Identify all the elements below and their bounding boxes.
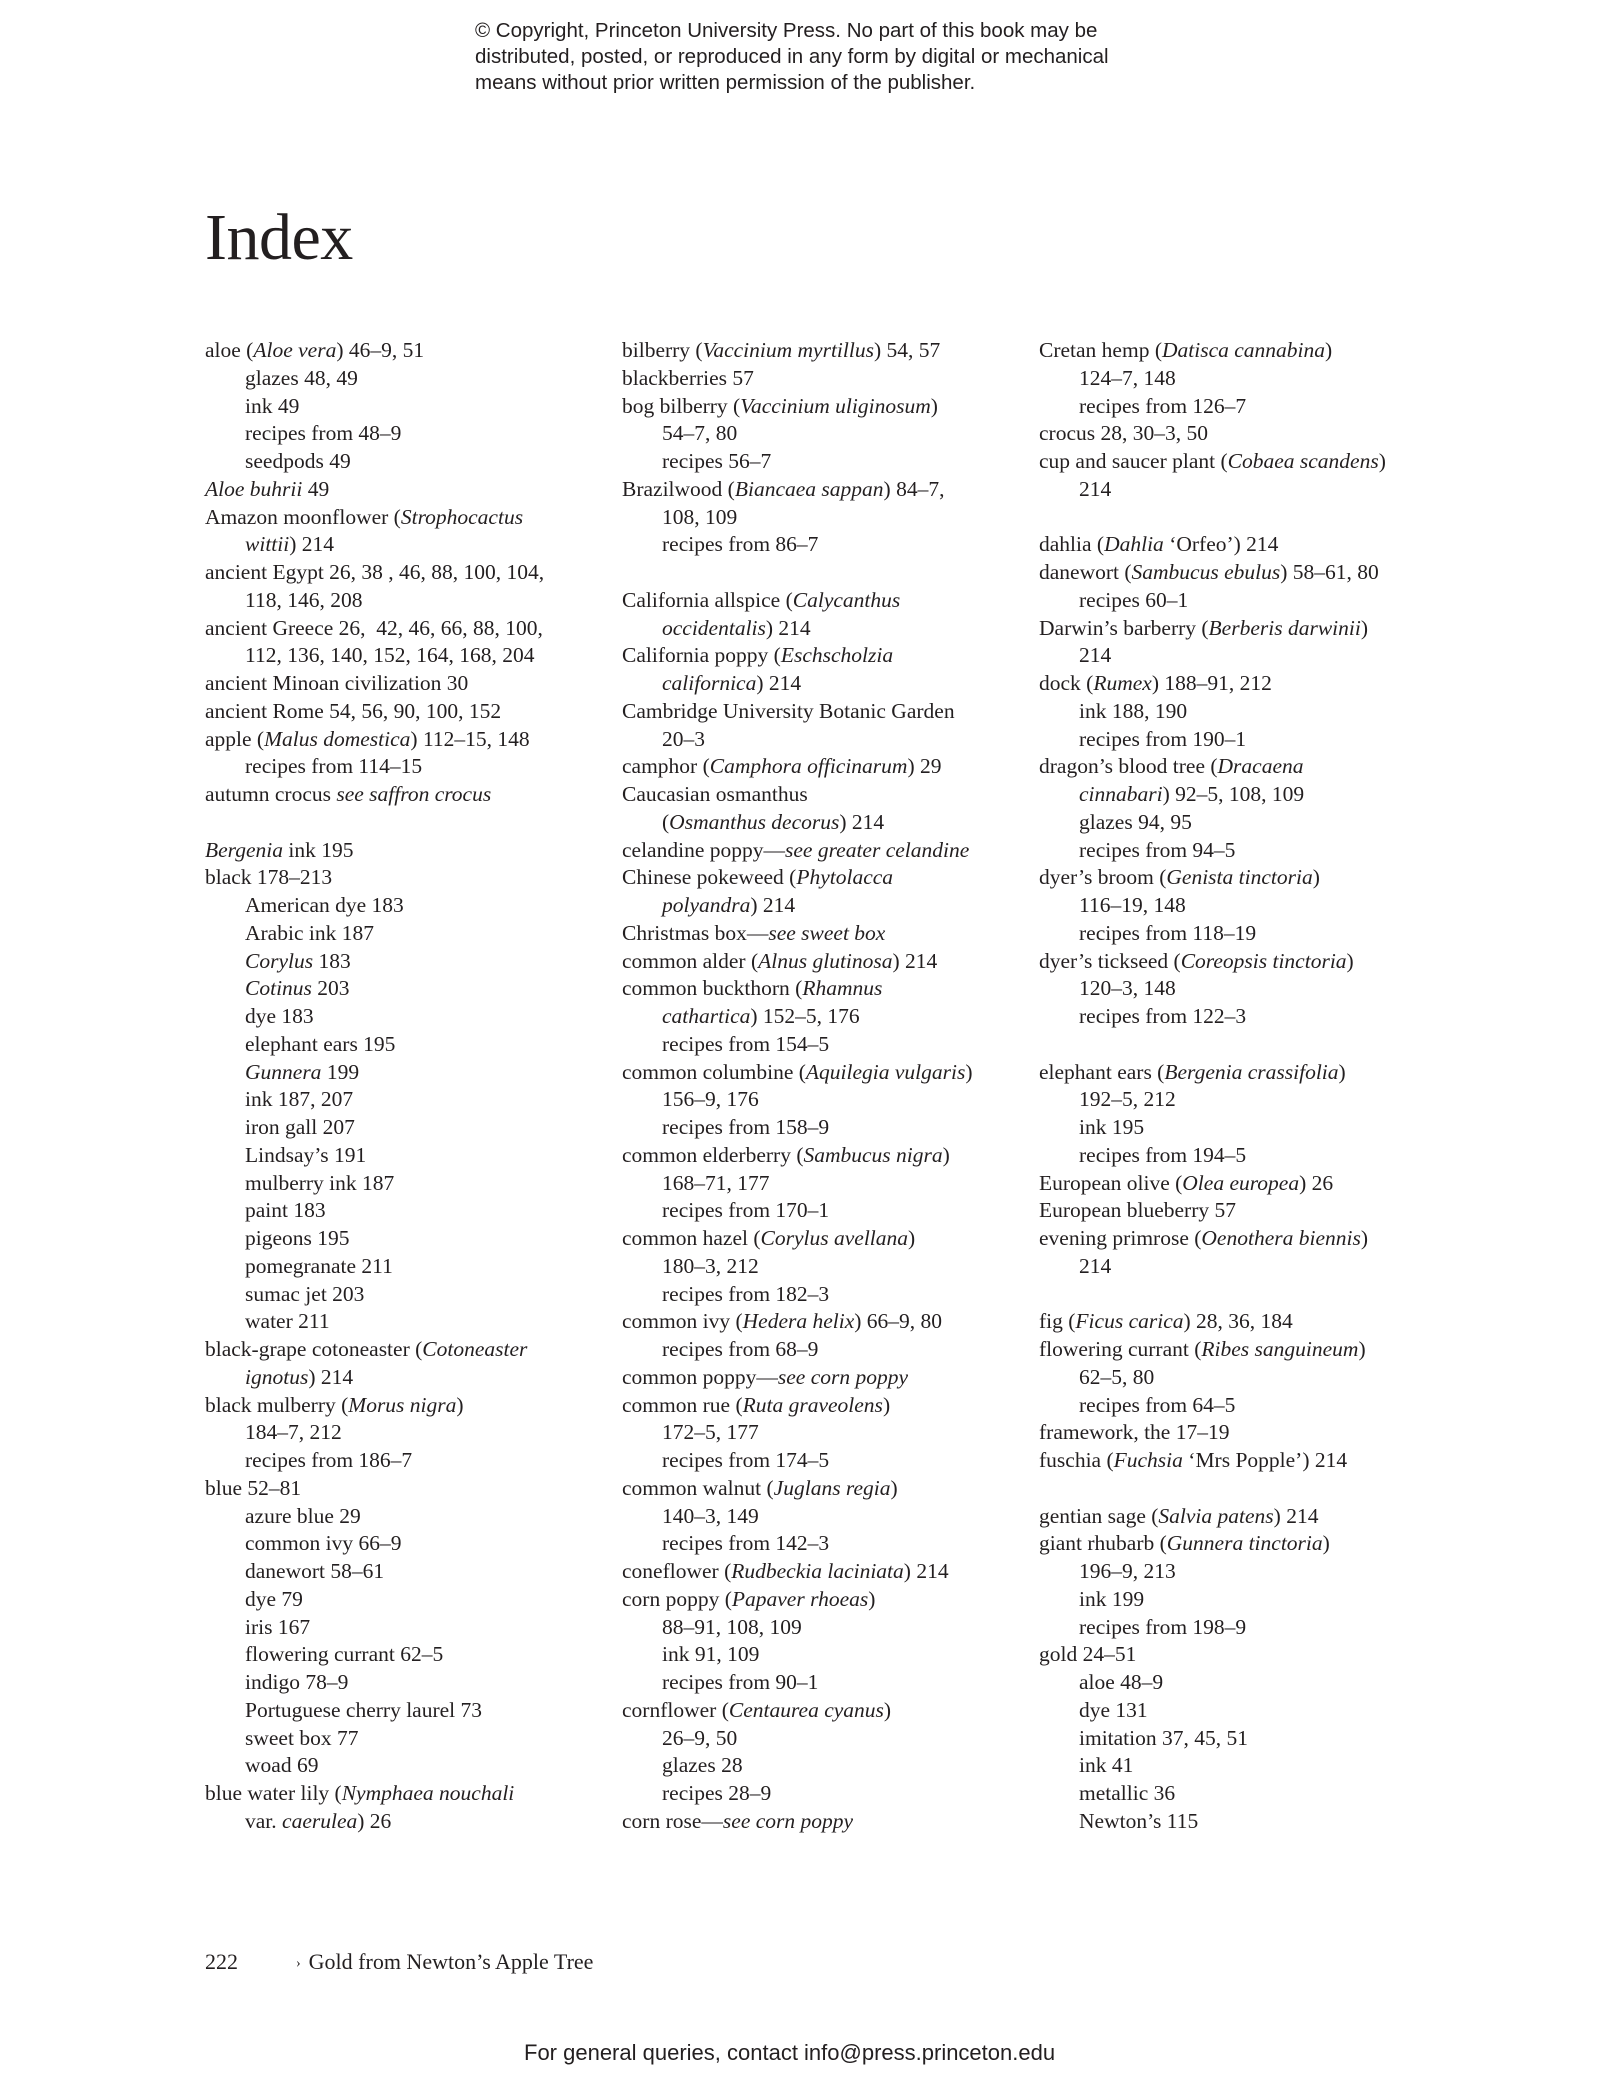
index-entry: ancient Egypt 26, 38 , 46, 88, 100, 104, (205, 560, 545, 584)
index-entry: 192–5, 212 (1079, 1087, 1176, 1112)
index-entry: cornflower (Centaurea cyanus) (622, 1697, 892, 1722)
index-entry: cathartica) 152–5, 176 (662, 1004, 860, 1028)
index-entry: common columbine (Aquilegia vulgaris) (622, 1059, 973, 1084)
copyright-notice (475, 18, 1235, 96)
index-entry: 54–7, 80 (662, 421, 738, 446)
index-subentry: iron gall 207 (245, 1115, 355, 1139)
index-subentry: ink 49 (245, 393, 300, 418)
index-entry: 116–19, 148 (1079, 893, 1186, 917)
index-entry: 214 (1079, 643, 1112, 668)
index-subentry: elephant ears 195 (245, 1031, 396, 1056)
index-subentry: recipes from 126–7 (1079, 393, 1247, 418)
index-entry: cinnabari) 92–5, 108, 109 (1079, 782, 1305, 806)
index-entry: black-grape cotoneaster (Cotoneaster (205, 1337, 528, 1361)
index-subentry: flowering currant 62–5 (245, 1642, 444, 1667)
index-subentry: danewort 58–61 (245, 1559, 385, 1583)
index-subentry: dye 131 (1079, 1697, 1148, 1722)
index-entry: dyer’s tickseed (Coreopsis tinctoria) (1039, 948, 1354, 973)
index-entry: Caucasian osmanthus (622, 782, 808, 806)
index-entry: European blueberry 57 (1039, 1198, 1237, 1223)
index-subentry: recipes from 114–15 (245, 754, 423, 779)
index-gap (1039, 1475, 1439, 1503)
index-entry: gentian sage (Salvia patens) 214 (1039, 1503, 1319, 1528)
index-column-1 (205, 337, 605, 1836)
index-gap (205, 809, 605, 837)
index-entry: Brazilwood (Biancaea sappan) 84–7, (622, 476, 945, 501)
index-subentry: recipes from 86–7 (662, 532, 819, 557)
index-subentry: pomegranate 211 (245, 1253, 393, 1278)
index-entry: dragon’s blood tree (Dracaena (1039, 754, 1304, 779)
index-entry: fuschia (Fuchsia ‘Mrs Popple’) 214 (1039, 1448, 1348, 1472)
index-subentry: recipes 60–1 (1079, 587, 1189, 612)
index-entry: cup and saucer plant (Cobaea scandens) (1039, 449, 1386, 473)
index-entry: common walnut (Juglans regia) (622, 1475, 898, 1500)
index-entry: 214 (1079, 1253, 1112, 1278)
index-entry: common hazel (Corylus avellana) (622, 1226, 916, 1250)
index-subentry: Portuguese cherry laurel 73 (245, 1697, 483, 1722)
index-entry: 184–7, 212 (245, 1420, 342, 1445)
contact-notice: For general queries, contact info@press.princeton.edu (524, 2040, 1056, 2065)
index-subentry: ink 41 (1079, 1753, 1134, 1778)
page-number: 222 (205, 1949, 238, 1974)
index-subentry: ink 199 (1079, 1586, 1145, 1611)
index-subentry: Lindsay’s 191 (245, 1142, 367, 1167)
index-entry: common elderberry (Sambucus nigra) (622, 1142, 950, 1167)
index-entry: 62–5, 80 (1079, 1364, 1155, 1389)
index-entry: (Osmanthus decorus) 214 (662, 809, 885, 834)
index-entry: Aloe buhrii 49 (205, 476, 330, 501)
index-subentry: paint 183 (245, 1198, 326, 1223)
index-subentry: recipes 56–7 (662, 449, 772, 473)
index-entry: 26–9, 50 (662, 1725, 738, 1750)
index-subentry: recipes from 182–3 (662, 1281, 830, 1306)
index-subentry: ink 91, 109 (662, 1642, 760, 1667)
index-entry: 88–91, 108, 109 (662, 1614, 802, 1639)
copyright-line: © Copyright, Princeton University Press. No part of this book may be (475, 19, 1098, 42)
index-entry: 140–3, 149 (662, 1503, 759, 1528)
index-entry: dock (Rumex) 188–91, 212 (1039, 671, 1272, 695)
index-entry: celandine poppy—see greater celandine (622, 837, 970, 862)
index-entry: var. caerulea) 26 (245, 1808, 392, 1833)
index-entry: Cambridge University Botanic Garden (622, 698, 955, 723)
index-entry: 172–5, 177 (662, 1420, 759, 1445)
index-subentry: recipes from 158–9 (662, 1115, 830, 1139)
index-entry: elephant ears (Bergenia crassifolia) (1039, 1059, 1346, 1084)
index-subentry: seedpods 49 (245, 449, 351, 473)
index-entry: framework, the 17–19 (1039, 1420, 1230, 1445)
index-entry: 180–3, 212 (662, 1253, 759, 1278)
index-entry: common alder (Alnus glutinosa) 214 (622, 948, 938, 973)
index-subentry: water 211 (245, 1309, 330, 1334)
index-entry: 108, 109 (662, 504, 738, 529)
index-entry: flowering currant (Ribes sanguineum) (1039, 1337, 1366, 1361)
index-subentry: ink 195 (1079, 1115, 1145, 1139)
index-entry: 124–7, 148 (1079, 365, 1176, 390)
index-entry: fig (Ficus carica) 28, 36, 184 (1039, 1309, 1293, 1334)
index-entry: ancient Rome 54, 56, 90, 100, 152 (205, 698, 502, 723)
index-entry: Christmas box—see sweet box (622, 920, 886, 945)
index-subentry: indigo 78–9 (245, 1670, 349, 1694)
index-subentry: recipes from 48–9 (245, 421, 402, 446)
index-entry: autumn crocus see saffron crocus (205, 782, 492, 806)
index-subentry: ink 188, 190 (1079, 698, 1188, 723)
index-subentry: recipes from 154–5 (662, 1031, 830, 1056)
index-entry: black 178–213 (205, 865, 333, 890)
index-subentry: dye 79 (245, 1586, 303, 1611)
index-entry: corn poppy (Papaver rhoeas) (622, 1586, 876, 1611)
index-subentry: common ivy 66–9 (245, 1531, 402, 1556)
index-subentry: recipes from 68–9 (662, 1337, 819, 1361)
index-subentry: glazes 28 (662, 1753, 743, 1778)
index-entry: California allspice (Calycanthus (622, 587, 901, 612)
index-subentry: American dye 183 (245, 893, 404, 917)
index-entry: californica) 214 (662, 671, 802, 695)
index-subentry: recipes from 174–5 (662, 1448, 830, 1472)
copyright-line: means without prior written permission of the publisher. (475, 71, 976, 94)
index-subentry: mulberry ink 187 (245, 1170, 395, 1195)
index-subentry: sumac jet 203 (245, 1281, 365, 1306)
page-title: Index (205, 201, 353, 274)
index-subentry: sweet box 77 (245, 1725, 359, 1750)
index-entry: Darwin’s barberry (Berberis darwinii) (1039, 615, 1369, 640)
index-entry: ignotus) 214 (245, 1364, 354, 1389)
index-entry: blackberries 57 (622, 365, 754, 390)
index-subentry: glazes 94, 95 (1079, 809, 1192, 834)
index-entry: common rue (Ruta graveolens) (622, 1392, 891, 1417)
index-entry: blue 52–81 (205, 1475, 302, 1500)
index-subentry: recipes from 94–5 (1079, 837, 1236, 862)
index-subentry: recipes from 90–1 (662, 1670, 819, 1694)
index-subentry: recipes from 186–7 (245, 1448, 413, 1472)
index-subentry: recipes from 64–5 (1079, 1392, 1236, 1417)
index-gap (1039, 1031, 1439, 1059)
running-footer (296, 1948, 593, 1978)
index-gap (1039, 504, 1439, 532)
index-entry: coneflower (Rudbeckia laciniata) 214 (622, 1559, 949, 1583)
index-entry: occidentalis) 214 (662, 615, 811, 640)
index-subentry: aloe 48–9 (1079, 1670, 1164, 1694)
index-subentry: Gunnera 199 (245, 1059, 360, 1084)
index-subentry: recipes from 142–3 (662, 1531, 830, 1556)
index-subentry: recipes from 194–5 (1079, 1142, 1247, 1167)
index-subentry: pigeons 195 (245, 1226, 350, 1250)
copyright-line: distributed, posted, or reproduced in any form by digital or mechanical (475, 45, 1109, 68)
index-entry: wittii) 214 (245, 532, 335, 557)
index-entry: dyer’s broom (Genista tinctoria) (1039, 865, 1320, 890)
index-entry: 168–71, 177 (662, 1170, 770, 1195)
index-entry: aloe (Aloe vera) 46–9, 51 (205, 338, 425, 362)
index-subentry: recipes from 198–9 (1079, 1614, 1247, 1639)
index-subentry: iris 167 (245, 1614, 311, 1639)
index-subentry: recipes from 122–3 (1079, 1004, 1247, 1028)
running-title: Gold from Newton’s Apple Tree (308, 1949, 594, 1974)
index-entry: corn rose—see corn poppy (622, 1808, 854, 1833)
index-entry: 112, 136, 140, 152, 164, 168, 204 (245, 643, 535, 668)
index-subentry: imitation 37, 45, 51 (1079, 1725, 1249, 1750)
index-entry: Chinese pokeweed (Phytolacca (622, 865, 894, 890)
index-column-2 (622, 337, 1022, 1836)
index-entry: 120–3, 148 (1079, 976, 1176, 1001)
index-subentry: recipes from 170–1 (662, 1198, 830, 1223)
chevron-right-icon: › (296, 1956, 301, 1971)
index-entry: Bergenia ink 195 (205, 837, 354, 862)
index-entry: camphor (Camphora officinarum) 29 (622, 754, 942, 779)
index-entry: polyandra) 214 (662, 893, 796, 917)
index-entry: Amazon moonflower (Strophocactus (205, 504, 524, 529)
index-subentry: ink 187, 207 (245, 1087, 354, 1112)
index-entry: bilberry (Vaccinium myrtillus) 54, 57 (622, 338, 941, 362)
index-subentry: recipes 28–9 (662, 1781, 772, 1805)
index-entry: dahlia (Dahlia ‘Orfeo’) 214 (1039, 532, 1279, 557)
index-subentry: recipes from 190–1 (1079, 726, 1247, 751)
index-entry: European olive (Olea europea) 26 (1039, 1170, 1334, 1195)
index-subentry: metallic 36 (1079, 1781, 1176, 1805)
index-subentry: dye 183 (245, 1004, 314, 1028)
index-entry: blue water lily (Nymphaea nouchali (205, 1781, 515, 1805)
index-entry: danewort (Sambucus ebulus) 58–61, 80 (1039, 560, 1379, 584)
index-entry: common buckthorn (Rhamnus (622, 976, 883, 1001)
index-subentry: glazes 48, 49 (245, 365, 358, 390)
index-entry: giant rhubarb (Gunnera tinctoria) (1039, 1531, 1330, 1556)
index-subentry: recipes from 118–19 (1079, 920, 1257, 945)
index-entry: gold 24–51 (1039, 1642, 1137, 1667)
index-subentry: Newton’s 115 (1079, 1808, 1199, 1833)
index-entry: 196–9, 213 (1079, 1559, 1176, 1583)
index-entry: common poppy—see corn poppy (622, 1364, 909, 1389)
index-entry: bog bilberry (Vaccinium uliginosum) (622, 393, 938, 418)
index-entry: 156–9, 176 (662, 1087, 759, 1112)
index-gap (622, 559, 1022, 587)
index-entry: California poppy (Eschscholzia (622, 643, 894, 668)
index-entry: apple (Malus domestica) 112–15, 148 (205, 726, 530, 751)
index-entry: ancient Greece 26, 42, 46, 66, 88, 100, (205, 615, 543, 640)
index-entry: black mulberry (Morus nigra) (205, 1392, 464, 1417)
index-subentry: woad 69 (245, 1753, 319, 1778)
index-subentry: azure blue 29 (245, 1503, 361, 1528)
index-subentry: Corylus 183 (245, 948, 351, 973)
index-entry: Cretan hemp (Datisca cannabina) (1039, 338, 1333, 362)
index-subentry: Cotinus 203 (245, 976, 350, 1001)
index-entry: 20–3 (662, 726, 705, 751)
index-entry: 214 (1079, 476, 1112, 501)
index-column-3 (1039, 337, 1439, 1836)
index-gap (1039, 1281, 1439, 1309)
index-entry: evening primrose (Oenothera biennis) (1039, 1226, 1369, 1250)
index-subentry: Arabic ink 187 (245, 920, 374, 945)
index-entry: crocus 28, 30–3, 50 (1039, 421, 1208, 446)
index-entry: common ivy (Hedera helix) 66–9, 80 (622, 1309, 943, 1334)
index-entry: 118, 146, 208 (245, 587, 363, 612)
index-entry: ancient Minoan civilization 30 (205, 671, 469, 695)
